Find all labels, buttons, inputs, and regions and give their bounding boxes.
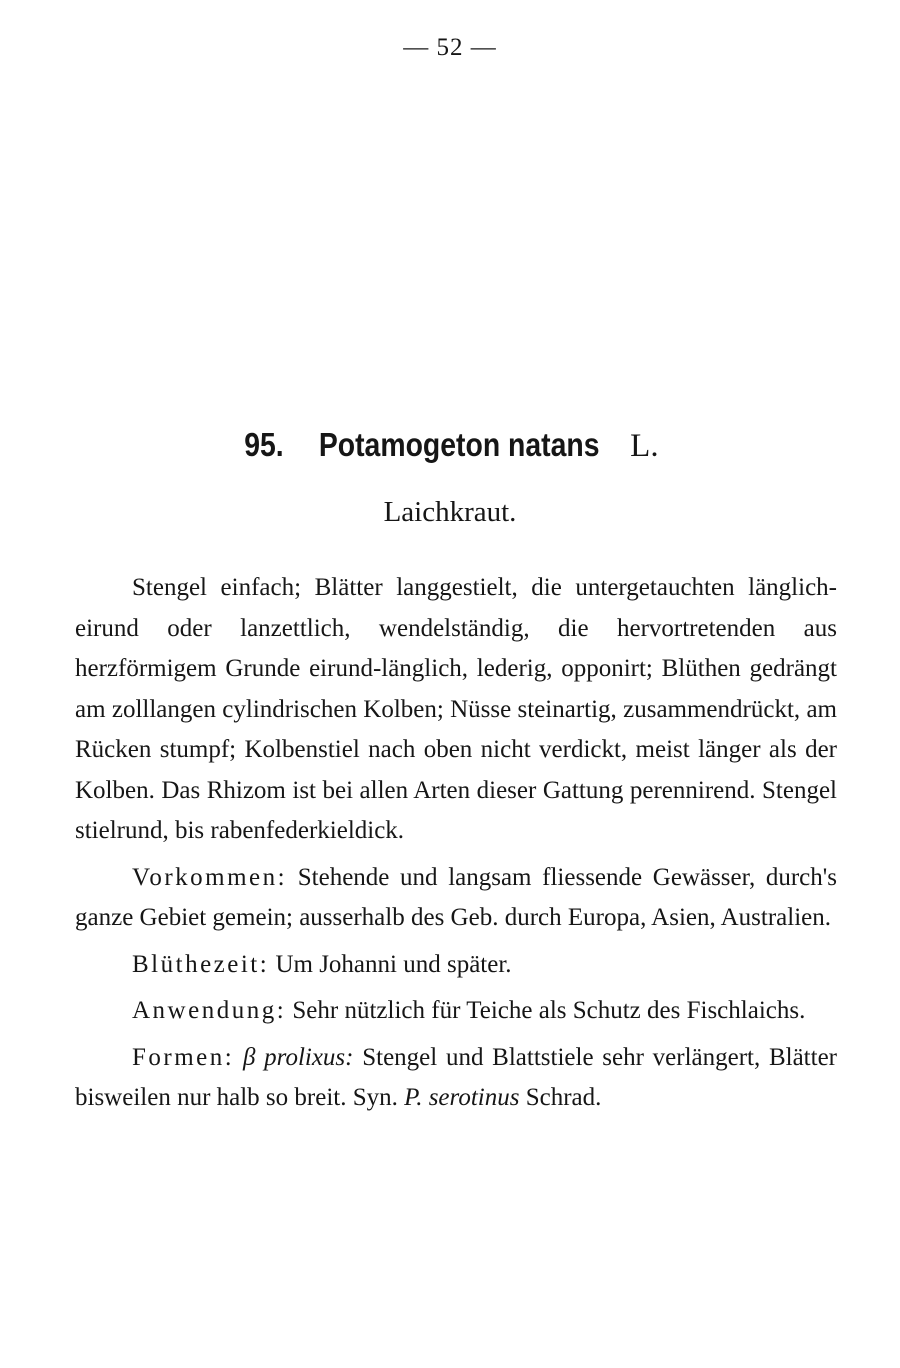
body-text: [75, 568, 837, 1119]
bluethezeit-label: Blüthezeit:: [132, 950, 270, 978]
anwendung-text: Sehr nützlich für Teiche als Schutz des Fischlaichs.: [292, 997, 806, 1024]
vorkommen-paragraph: [75, 858, 837, 939]
species-heading: [0, 425, 900, 466]
common-name: Laichkraut.: [383, 496, 517, 528]
species-author: L.: [630, 428, 659, 464]
anwendung-paragraph: [75, 991, 837, 1032]
formen-label: Formen:: [132, 1043, 235, 1071]
formen-synonym-author: Schrad.: [525, 1084, 602, 1111]
description-paragraph: Stengel einfach; Blätter langgestielt, die untergetauchten länglich-eirund oder lanzettlich, wendelständig, die hervortretenden aus herzförmigem Grunde eirund-länglich, lederig, opponirt; Blüthen gedrängt am zolllangen cylindrischen Kolben; Nüsse steinartig, zusammendrückt, am Rücken stumpf; Kolbenstiel nach oben nicht verdickt, meist länger als der Kolben. Das Rhizom ist bei allen Arten dieser Gattung perennirend. Stengel stielrund, bis rabenfederkieldick.: [75, 574, 837, 844]
formen-variety: β prolixus:: [242, 1043, 354, 1071]
species-latin-name: Potamogeton natans: [318, 426, 600, 463]
bluethezeit-text: Um Johanni und später.: [275, 950, 512, 978]
formen-paragraph: [75, 1038, 837, 1119]
anwendung-label: Anwendung:: [132, 997, 287, 1024]
vorkommen-label: Vorkommen:: [132, 863, 288, 891]
vorkommen-text: Stehende und langsam fliessende Gewässer, durch's ganze Gebiet gemein; ausserhalb des Geb. durch Europa, Asien, Australien.: [75, 863, 838, 931]
formen-synonym: P. serotinus: [404, 1084, 520, 1111]
species-number: 95.: [244, 426, 285, 463]
formen-text: Stengel und Blattstiele sehr verlängert, Blätter bisweilen nur halb so breit. Syn.: [75, 1043, 837, 1111]
bluethezeit-paragraph: [75, 945, 837, 986]
page-number: — 52 —: [403, 34, 497, 61]
